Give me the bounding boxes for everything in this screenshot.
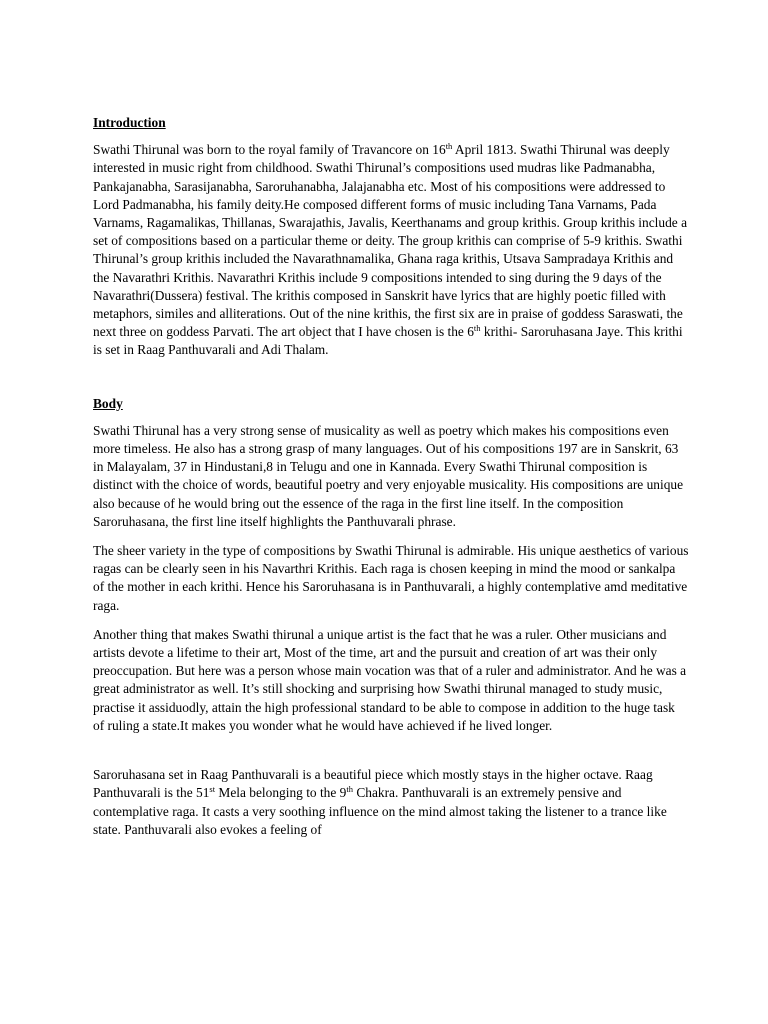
body-p4-text-part-1: Saroruhasana set in Raag Panthuvarali is a beautiful piece which mostly stays in the higher octave. Raag Panthuvarali is the 51 (93, 767, 653, 801)
document-page (93, 114, 689, 850)
body-paragraph-2: The sheer variety in the type of compositions by Swathi Thirunal is admirable. His unique aesthetics of various ragas can be clearly seen in his Navarthri Krithis. Each raga is chosen keeping in mind the mood or sankalpa of the mother in each krithi. Hence his Saroruhasana is in Panthuvarali, a highly contemplative amd meditative raga. (93, 543, 689, 613)
intro-text-part-1: Swathi Thirunal was born to the royal family of Travancore on 16 (93, 142, 446, 158)
body-paragraph-1: Swathi Thirunal has a very strong sense of musicality as well as poetry which makes his compositions even more timeless. He also has a strong grasp of many languages. Out of his compositions 197 are in Sanskrit, 63 in Malayalam, 37 in Hindustani,8 in Telugu and one in Kannada. Every Swathi Thirunal composition is distinct with the choice of words, beautiful poetry and very enjoyable musicality. His compositions are unique also because of he would bring out the essence of the raga in the first line itself. In the composition Saroruhasana, the first line itself highlights the Panthuvarali phrase. (93, 422, 684, 529)
ordinal-superscript: th (473, 323, 481, 334)
intro-text-part-3: krithi- Saroruhasana Jaye. This krithi is set in Raag Panthuvarali and Adi Thalam. (93, 324, 683, 358)
introduction-paragraph (93, 141, 689, 359)
body-p4-text-part-2: Mela belonging to the 9 (215, 785, 347, 801)
paragraph-spacer (93, 746, 689, 766)
body-paragraph-4 (93, 766, 689, 839)
ordinal-superscript: st (209, 784, 216, 795)
body-paragraph-3: Another thing that makes Swathi thirunal a unique artist is the fact that he was a ruler. Other musicians and artists devote a lifetime to their art, Most of the time, art and the pursuit and creation of art was their only preoccupation. But here was a person whose main vocation was that of a ruler and administrator. And he was a great administrator as well. It’s still shocking and surprising how Swathi thirunal managed to study music, practise it assiduodly, attain the high professional standard to be able to compose in addition to the huge task of ruling a state.It makes you wonder what he would have achieved if he lived longer. (93, 626, 687, 733)
intro-text-part-2: April 1813. Swathi Thirunal was deeply interested in music right from childhood. Swathi Thirunal’s compositions used mudras like Padmanabha, Pankajanabha, Sarasijanabha, Saroruhanabha, Jalajanabha etc. Most of his compositions were addressed to Lord Padmanabha, his family deity.He composed different forms of music including Tana Varnams, Pada Varnams, Ragamalikas, Thillanas, Swarajathis, Javalis, Keerthanams and group krithis. Group krithis include a set of compositions based on a particular theme or deity. The group krithis can comprise of 5-9 krithis. Swathi Thirunal’s group krithis included the Navarathnamalika, Ghana raga krithis, Utsava Sampradaya Krithis and the Navarathri Krithis. Navarathri Krithis include 9 compositions intended to sing during the 9 days of the Navarathri(Dussera) festival. The krithis composed in Sanskrit have lyrics that are highly poetic filled with metaphors, similes and alliterations. Out of the nine krithis, the first six are in praise of goddess Saraswati, the next three on goddess Parvati. The art object that I have chosen is the 6 (93, 142, 688, 340)
body-p4-text-part-3: Chakra. Panthuvarali is an extremely pensive and contemplative raga. It casts a very soothing influence on the mind almost taking the listener to a trance like state. Panthuvarali also evokes a feeling of (93, 785, 667, 837)
section-spacer (93, 371, 689, 395)
ordinal-superscript: th (445, 141, 453, 152)
introduction-heading: Introduction (93, 115, 166, 130)
ordinal-superscript: th (346, 784, 353, 795)
body-heading: Body (93, 395, 123, 411)
